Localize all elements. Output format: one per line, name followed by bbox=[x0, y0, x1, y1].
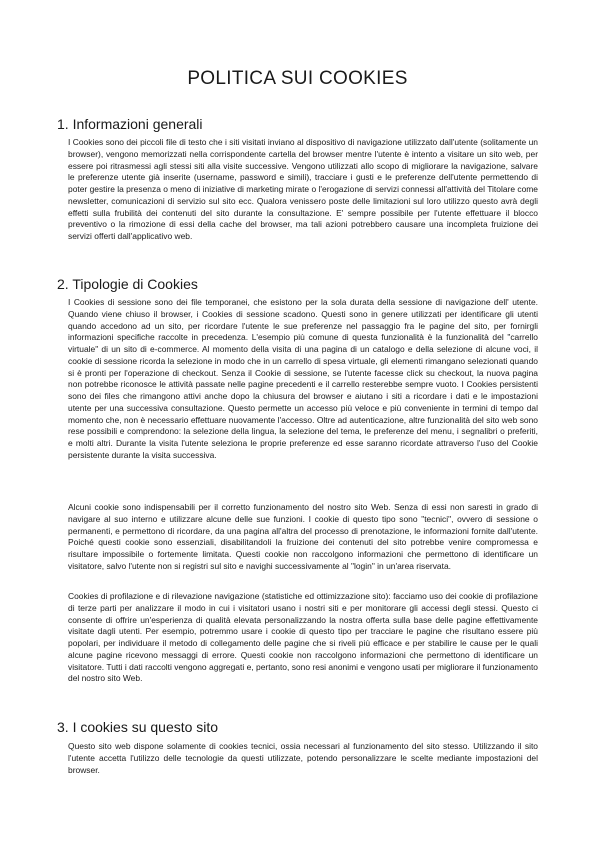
paragraph-site-cookies: Questo sito web dispone solamente di cookies tecnici, ossia necessari al funzionamento del sito stesso. Utilizzando il sito l'utente accetta l'utilizzo delle tecnologie da questi utilizzate, potendo personalizzare le scelte mediante impostazioni del browser. bbox=[68, 741, 538, 775]
section-heading-cookie-types: 2. Tipologie di Cookies bbox=[57, 276, 198, 292]
page-title: POLITICA SUI COOKIES bbox=[187, 68, 408, 89]
section-heading-site-cookies: 3. I cookies su questo sito bbox=[57, 719, 219, 735]
paragraph-profiling-cookies: Cookies di profilazione e di rilevazione navigazione (statistiche ed ottimizzazione sito): facciamo uso dei cookie di profilazione di terze parti per analizzare il modo in cui i visitatori usano i nostri siti e per monitorare gli accessi degli stessi. Questo ci consente di offrire un'esperienza di qualità elevata personalizzando la nostra offerta sulla base delle pagine effettivamente visitate dagli utenti. Per esempio, potremmo usare i cookie di questo tipo per tracciare le pagine che risultano essere più popolari, per individuare il metodo di collegamento delle pagine che si riveli più efficace e per stabilire le cause per le quali alcune pagine ricevono messaggi di errore. Questi cookie non raccolgono informazioni che permettono di identificare un visitatore. Tutti i dati raccolti vengono aggregati e, pertanto, sono resi anonimi e vengono usati per migliorare il funzionamento del nostro sito Web. bbox=[68, 591, 538, 684]
paragraph-general-info: I Cookies sono dei piccoli file di testo che i siti visitati inviano al dispositivo di navigazione utilizzato dall'utente (solitamente un browser), vengono memorizzati nella corrispondente cartella del browser mentre l'utente è intento a visitare un sito web, per essere poi ritrasmessi agli stessi siti alla visite successive. Vengono utilizzati allo scopo di migliorare la navigazione, salvare le preferenze utente già inserite (username, password e simili), tracciare i gusti e le preferenze dell'utente permettendo di poter gestire la presenza o meno di iniziative di marketing mirate o l'erogazione di servizi connessi all'attività del Titolare come newsletter, comunicazioni di servizio sul sito ecc. Qualora venissero poste delle limitazioni sul loro utilizzo questo avrà degli effetti sulla frubilità dei contenuti del sito durante la consultazione. E' sempre possibile per l'utente effettuare il blocco preventivo o la rimozione di essi della cache del browser, ma tali azioni potrebbero causare una incompleta fruizione dei servizi offerti dall'applicativo web. bbox=[68, 137, 538, 241]
paragraph-technical-cookies: Alcuni cookie sono indispensabili per il corretto funzionamento del nostro sito Web. Senza di essi non saresti in grado di navigare al suo interno e utilizzare alcune delle sue funzioni. I cookie di questo tipo sono "tecnici", ovvero di sessione o permanenti, e permettono di ricordare, da una pagina all'altra del processo di prenotazione, le informazioni fornite dall'utente. Poiché questi cookie sono essenziali, disabilitandoli la fruizione dei contenuti del sito potrebbe venire compromessa e risultare impossibile o fortemente limitata. Questi cookie non raccolgono informazioni che permettono di identificare un visitatore, salvo l'utente non si registri sul sito e navighi successivamente al "login" in un'area riservata. bbox=[68, 502, 538, 571]
section-heading-general-info: 1. Informazioni generali bbox=[57, 116, 203, 132]
paragraph-session-cookies: I Cookies di sessione sono dei file temporanei, che esistono per la sola durata della sessione di navigazione dell' utente. Quando viene chiuso il browser, i Cookies di sessione scadono. Questi sono in genere utilizzati per identificare gli utenti quando accedono ad un sito, per ricordare l'utente le sue preferenze nel passaggio fra le pagine del sito, per fornirgli informazioni specifiche raccolte in precedenza. L'esempio più comune di questa funzionalità è la funzionalità del "carrello virtuale" di un sito di e-commerce. Al momento della visita di una pagina di un catalogo e della selezione di alcune voci, il cookie di sessione ricorda la selezione in modo che in un carrello di spesa virtuale, gli elementi rimangano selezionati quando si è pronti per l'operazione di checkout. Senza il Cookie di sessione, se l'utente facesse click su checkout, la nuova pagina non potrebbe riconosce le attività passate nelle pagine precedenti e il carrello resterebbe sempre vuoto. I Cookies persistenti sono dei files che rimangono attivi anche dopo la chiusura del browser e aiutano i siti a ricordare i dati e le impostazioni utente per una successiva consultazione. Questo permette un accesso più veloce e più conveniente in termini di tempo dal momento che, non è necessario effettuare nuovamente l'accesso. Oltre ad autenticazione, altre funzionalità del sito web sono rese possibili e comprendono: la selezione della lingua, la selezione del tema, le preferenze del menu, i segnalibri o preferiti, e molti altri. Durante la visita l'utente seleziona le proprie preferenze ed esse saranno ricordate attraverso l'uso del Cookie persistente durante la visita successiva. bbox=[68, 297, 538, 460]
